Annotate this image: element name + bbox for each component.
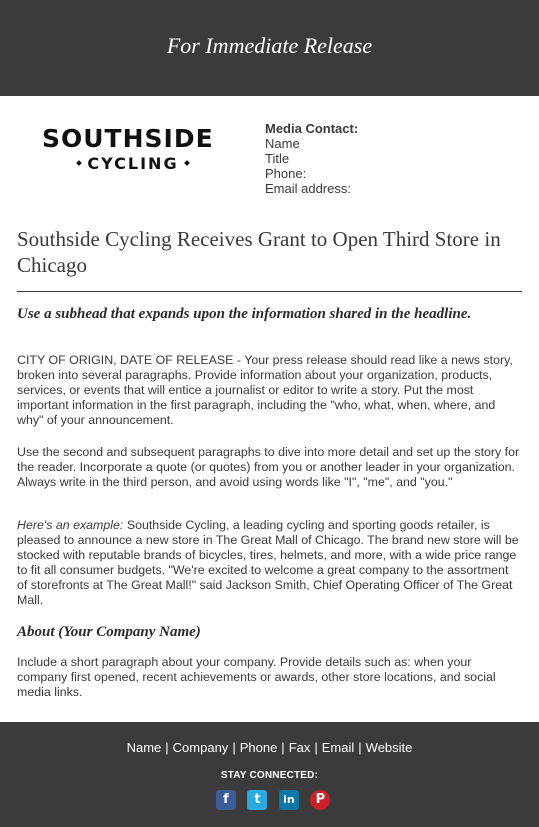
media-contact-label: Media Contact:: [265, 121, 359, 136]
linkedin-icon[interactable]: in: [279, 790, 299, 810]
media-contact-block: [265, 121, 358, 196]
about-heading: About (Your Company Name): [17, 624, 201, 640]
paragraph-1: CITY OF ORIGIN, DATE OF RELEASE - Your press release should read like a news story, broken into several paragraphs. Provide information about your organization, products, services, or events that will entice a journalist or editor to write a story. Put the most important information in the first paragraph, including the "who, what, when, where, and why" of your announcement.: [17, 353, 513, 427]
footer-link-company[interactable]: Company: [172, 740, 229, 755]
contact-title: Title: [265, 151, 290, 166]
footer-separator: |: [314, 740, 318, 755]
footer-link-phone[interactable]: Phone: [239, 740, 278, 755]
footer-separator: |: [232, 740, 236, 755]
about-paragraph: Include a short paragraph about your company. Provide details such as: when your company first opened, recent achievements or awards, other store locations, and social media links.: [17, 655, 496, 699]
paragraph-3: [17, 518, 522, 608]
contact-phone: Phone:: [265, 166, 307, 181]
contact-name: Name: [265, 136, 300, 151]
logo-line-2-wrap: [42, 154, 224, 174]
social-icons: [216, 790, 337, 810]
footer: [0, 722, 539, 827]
logo-line-1: SOUTHSIDE: [42, 124, 214, 153]
footer-link-website[interactable]: Website: [365, 740, 413, 755]
banner-title: For Immediate Release: [166, 33, 373, 58]
footer-link-fax[interactable]: Fax: [288, 740, 311, 755]
paragraph-2: Use the second and subsequent paragraphs to dive into more detail and set up the story for the reader. Incorporate a quote (or quotes) from you or another leader in your organization. Always write in the third person, and avoid using words like "I", "me", and "you.": [17, 445, 520, 489]
logo-line-2: CYCLING: [87, 154, 179, 173]
footer-separator: |: [165, 740, 169, 755]
subhead: Use a subhead that expands upon the information shared in the headline.: [17, 306, 472, 322]
logo-dot-right: [184, 160, 190, 166]
logo-dot-left: [77, 160, 83, 166]
example-lead: Here's an example:: [17, 518, 124, 532]
headline-divider: [17, 291, 522, 292]
example-body: Southside Cycling, a leading cycling and sporting goods retailer, is pleased to announce a new store in The Great Mall of Chicago. The brand new store will be stocked with reputable brands of bicycles, tires, helmets, and more, with a wide price range to fit all consumer budgets. "We're excited to welcome a great company to the assortment of storefronts at The Great Mall!" said Jackson Smith, Chief Operating Officer of The Great Mall.: [17, 518, 519, 607]
footer-link-email[interactable]: Email: [321, 740, 355, 755]
southside-cycling-logo: [42, 126, 224, 174]
press-release-headline: Southside Cycling Receives Grant to Open Third Store in Chicago: [17, 227, 501, 277]
stay-connected-label: STAY CONNECTED:: [220, 770, 319, 781]
header-banner: [0, 0, 539, 96]
twitter-icon[interactable]: t: [247, 790, 267, 810]
footer-links: [0, 740, 539, 755]
footer-link-name[interactable]: Name: [126, 740, 162, 755]
facebook-icon[interactable]: f: [216, 790, 236, 810]
contact-email: Email address:: [265, 181, 351, 196]
footer-separator: |: [358, 740, 362, 755]
footer-separator: |: [281, 740, 285, 755]
pinterest-icon[interactable]: P: [310, 790, 330, 810]
